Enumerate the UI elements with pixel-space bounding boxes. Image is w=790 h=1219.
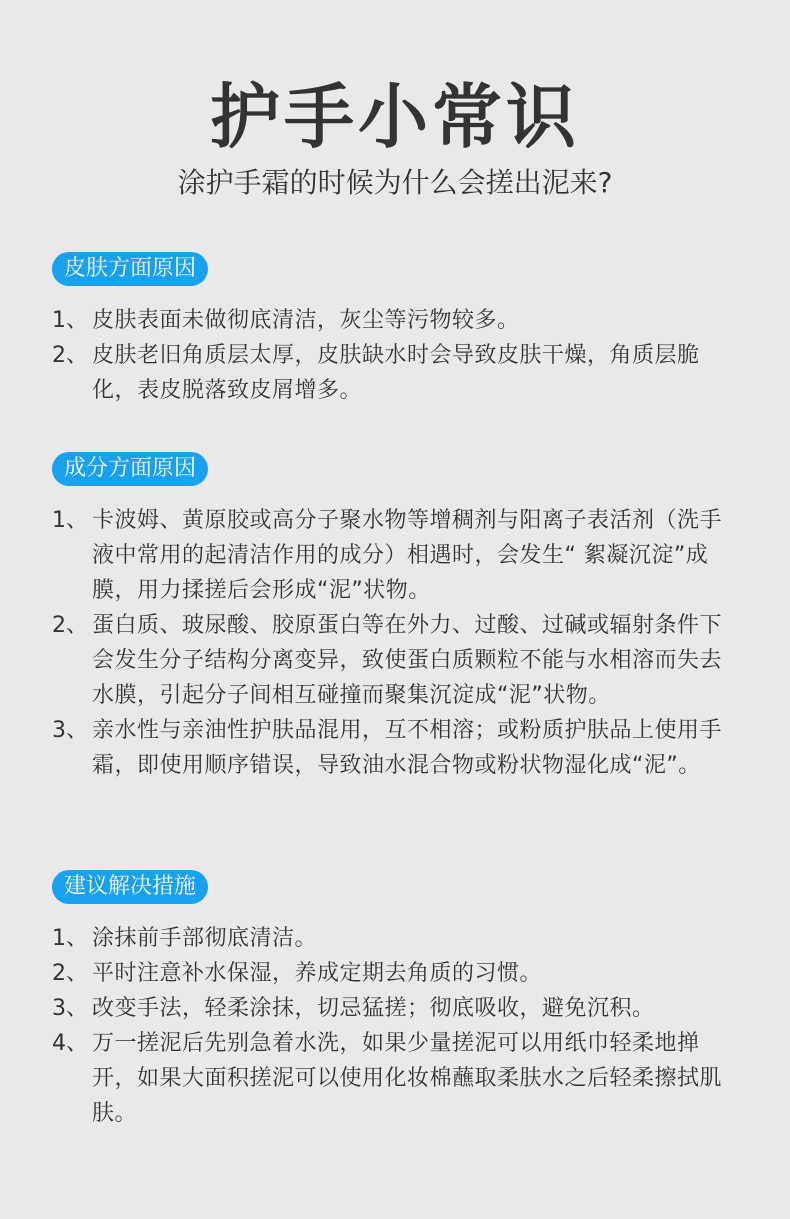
item-text: 皮肤老旧角质层太厚，皮肤缺水时会导致皮肤干燥，角质层脆化，表皮脱落致皮屑增多。 [92, 343, 700, 403]
list-item [52, 956, 742, 991]
item-number: 1、 [52, 508, 88, 533]
item-text: 万一搓泥后先别急着水洗，如果少量搓泥可以用纸巾轻柔地掸开，如果大面积搓泥可以使用化妆棉蘸取柔肤水之后轻柔擦拭肌肤。 [92, 1031, 723, 1126]
item-text: 蛋白质、玻尿酸、胶原蛋白等在外力、过酸、过碱或辐射条件下会发生分子结构分离变异，致使蛋白质颗粒不能与水相溶而失去水膜，引起分子间相互碰撞而聚集沉淀成“泥”状物。 [92, 613, 723, 708]
item-text: 皮肤表面未做彻底清洁，灰尘等污物较多。 [92, 308, 520, 333]
item-number: 3、 [52, 718, 88, 743]
item-text: 亲水性与亲油性护肤品混用，互不相溶；或粉质护肤品上使用手霜，即使用顺序错误，导致油水混合物或粉状物湿化成“泥”。 [92, 718, 723, 778]
page-title: 护手小常识 [210, 76, 580, 158]
list-item [52, 921, 742, 956]
item-text: 改变手法，轻柔涂抹，切忌猛搓；彻底吸收，避免沉积。 [92, 996, 655, 1021]
list-item [52, 991, 742, 1026]
item-number: 2、 [52, 343, 88, 368]
section-skin-causes [52, 252, 742, 408]
item-list [52, 503, 742, 783]
item-text: 涂抹前手部彻底清洁。 [92, 926, 318, 951]
list-item [52, 713, 742, 783]
list-item [52, 303, 742, 338]
item-text: 卡波姆、黄原胶或高分子聚水物等增稠剂与阳离子表活剂（洗手液中常用的起清洁作用的成分）相遇时，会发生“ 絮凝沉淀”成膜，用力揉搓后会形成“泥”状物。 [92, 508, 723, 603]
item-list [52, 303, 742, 408]
item-number: 2、 [52, 613, 88, 638]
section-ingredient-causes [52, 452, 742, 783]
item-number: 2、 [52, 961, 88, 986]
section-badge-ingredient: 成分方面原因 [52, 452, 208, 486]
item-number: 3、 [52, 996, 88, 1021]
list-item [52, 608, 742, 713]
list-item [52, 503, 742, 608]
page-subtitle: 涂护手霜的时候为什么会搓出泥来? [177, 166, 613, 199]
item-number: 1、 [52, 308, 88, 333]
item-list [52, 921, 742, 1131]
section-solutions [52, 870, 742, 1131]
section-badge-solutions: 建议解决措施 [52, 870, 208, 904]
list-item [52, 1026, 742, 1131]
item-number: 1、 [52, 926, 88, 951]
item-number: 4、 [52, 1031, 88, 1056]
section-badge-skin: 皮肤方面原因 [52, 252, 208, 286]
list-item [52, 338, 742, 408]
item-text: 平时注意补水保湿，养成定期去角质的习惯。 [92, 961, 543, 986]
